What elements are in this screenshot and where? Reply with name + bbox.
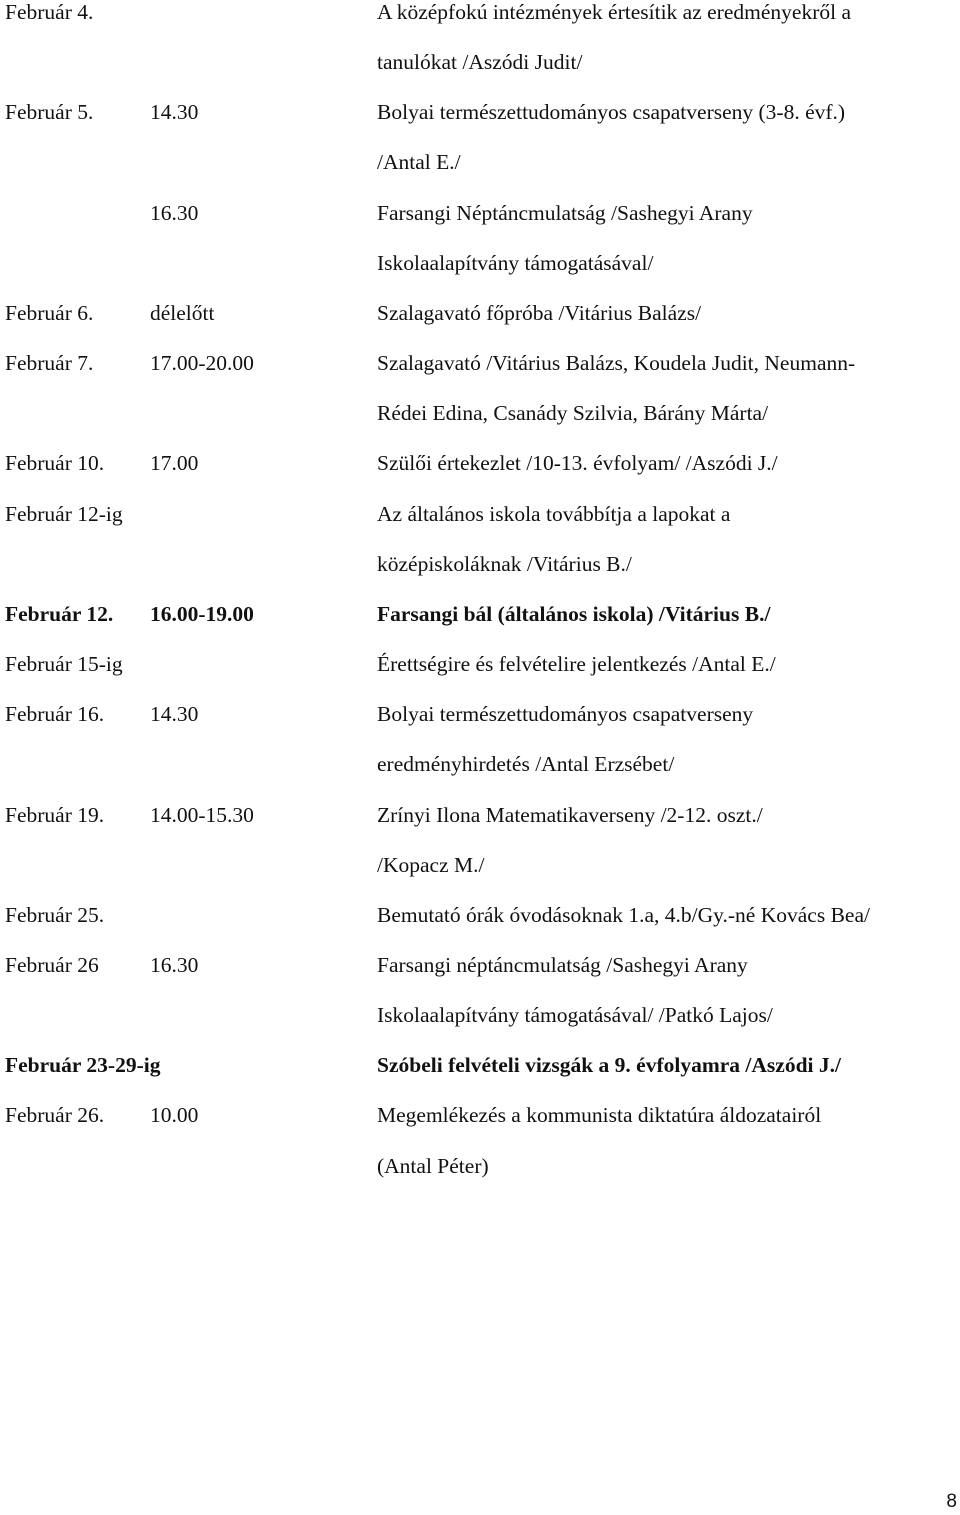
event-time: 10.00: [150, 1103, 199, 1128]
event-row: [0, 890, 960, 940]
event-description-line: Szóbeli felvételi vizsgák a 9. évfolyamra /Aszódi J./: [377, 1053, 841, 1078]
event-date: Február 26.: [5, 1103, 105, 1128]
event-time: [150, 890, 377, 940]
event-description: [377, 639, 960, 689]
event-date: Február 12-ig: [5, 501, 123, 526]
event-row: [0, 489, 960, 589]
event-row: [0, 438, 960, 488]
event-description: [377, 489, 960, 589]
event-row: [0, 639, 960, 689]
event-description: [377, 890, 960, 940]
event-row: [0, 790, 960, 890]
event-time: [150, 639, 377, 689]
event-description-line: Bolyai természettudományos csapatverseny: [377, 702, 754, 727]
event-description-line: Farsangi Néptáncmulatság /Sashegyi Arany: [377, 200, 753, 225]
event-row: [0, 338, 960, 438]
event-time: 14.30: [150, 702, 199, 727]
event-description-line: Szalagavató /Vitárius Balázs, Koudela Judit, Neumann-: [377, 351, 856, 376]
event-date: Február 19.: [5, 802, 105, 827]
event-row: [0, 1090, 960, 1190]
event-description-line: /Kopacz M./: [377, 852, 485, 877]
event-description-line: /Antal E./: [377, 150, 461, 175]
event-date: Február 10.: [5, 451, 105, 476]
event-row: [0, 1040, 960, 1090]
event-description: [377, 87, 960, 187]
event-date: Február 4.: [5, 0, 94, 24]
event-description-line: Rédei Edina, Csanády Szilvia, Bárány Márta/: [377, 401, 769, 426]
page-number: 8: [946, 1491, 957, 1512]
event-date: Február 23-29-ig: [5, 1053, 161, 1078]
event-description: [377, 288, 960, 338]
event-date: Február 25.: [5, 902, 105, 927]
event-date: Február 6.: [5, 300, 94, 325]
event-description-line: Iskolaalapítvány támogatásával/: [377, 250, 654, 275]
event-time: [150, 489, 377, 589]
event-description-line: Szülői értekezlet /10-13. évfolyam/ /Aszódi J./: [377, 451, 778, 476]
event-row: [0, 940, 960, 1040]
event-time: 14.30: [150, 100, 199, 125]
event-description: [377, 438, 960, 488]
event-time: 17.00-20.00: [150, 351, 254, 376]
event-description: [377, 0, 960, 87]
event-description: [377, 790, 960, 890]
event-time: [150, 1040, 377, 1090]
event-time: 16.30: [150, 952, 199, 977]
event-date: Február 7.: [5, 351, 94, 376]
event-date: Február 16.: [5, 702, 105, 727]
event-row: [0, 87, 960, 187]
event-row: [0, 689, 960, 789]
event-description-line: Farsangi bál (általános iskola) /Vitárius B./: [377, 601, 771, 626]
event-description: [377, 1040, 960, 1090]
event-row: [0, 0, 960, 87]
event-time: 16.30: [150, 200, 199, 225]
event-row: [0, 288, 960, 338]
event-description-line: Bolyai természettudományos csapatverseny (3-8. évf.): [377, 100, 846, 125]
event-description-line: Farsangi néptáncmulatság /Sashegyi Arany: [377, 952, 748, 977]
event-description-line: Iskolaalapítvány támogatásával/ /Patkó Lajos/: [377, 1003, 773, 1028]
event-description-line: Bemutató órák óvodásoknak 1.a, 4.b/Gy.-né Kovács Bea/: [377, 902, 870, 927]
event-description-line: Szalagavató főpróba /Vitárius Balázs/: [377, 300, 702, 325]
event-description-line: Érettségire és felvételire jelentkezés /Antal E./: [377, 652, 776, 677]
event-description: [377, 1090, 960, 1190]
event-date: Február 15-ig: [5, 652, 123, 677]
event-date: Február 12.: [5, 601, 114, 626]
event-row: [0, 188, 960, 288]
event-description: [377, 188, 960, 288]
event-time: 14.00-15.30: [150, 802, 254, 827]
event-date: Február 5.: [5, 100, 94, 125]
event-description: [377, 589, 960, 639]
event-row: [0, 589, 960, 639]
event-time: 16.00-19.00: [150, 601, 254, 626]
event-description: [377, 940, 960, 1040]
event-description-line: Zrínyi Ilona Matematikaverseny /2-12. oszt./: [377, 802, 763, 827]
event-time: [150, 0, 377, 87]
event-description-line: Az általános iskola továbbítja a lapokat a: [377, 501, 731, 526]
event-description-line: Megemlékezés a kommunista diktatúra áldozatairól: [377, 1103, 822, 1128]
event-description-line: középiskoláknak /Vitárius B./: [377, 551, 632, 576]
event-description-line: tanulókat /Aszódi Judit/: [377, 50, 583, 75]
event-description-line: A középfokú intézmények értesítik az eredményekről a: [377, 0, 851, 24]
event-date: [0, 188, 150, 288]
event-time: délelőtt: [150, 300, 215, 325]
event-description-line: eredményhirdetés /Antal Erzsébet/: [377, 752, 675, 777]
event-description: [377, 689, 960, 789]
event-date: Február 26: [5, 952, 99, 977]
event-time: 17.00: [150, 451, 199, 476]
event-description-line: (Antal Péter): [377, 1153, 489, 1178]
event-description: [377, 338, 960, 438]
